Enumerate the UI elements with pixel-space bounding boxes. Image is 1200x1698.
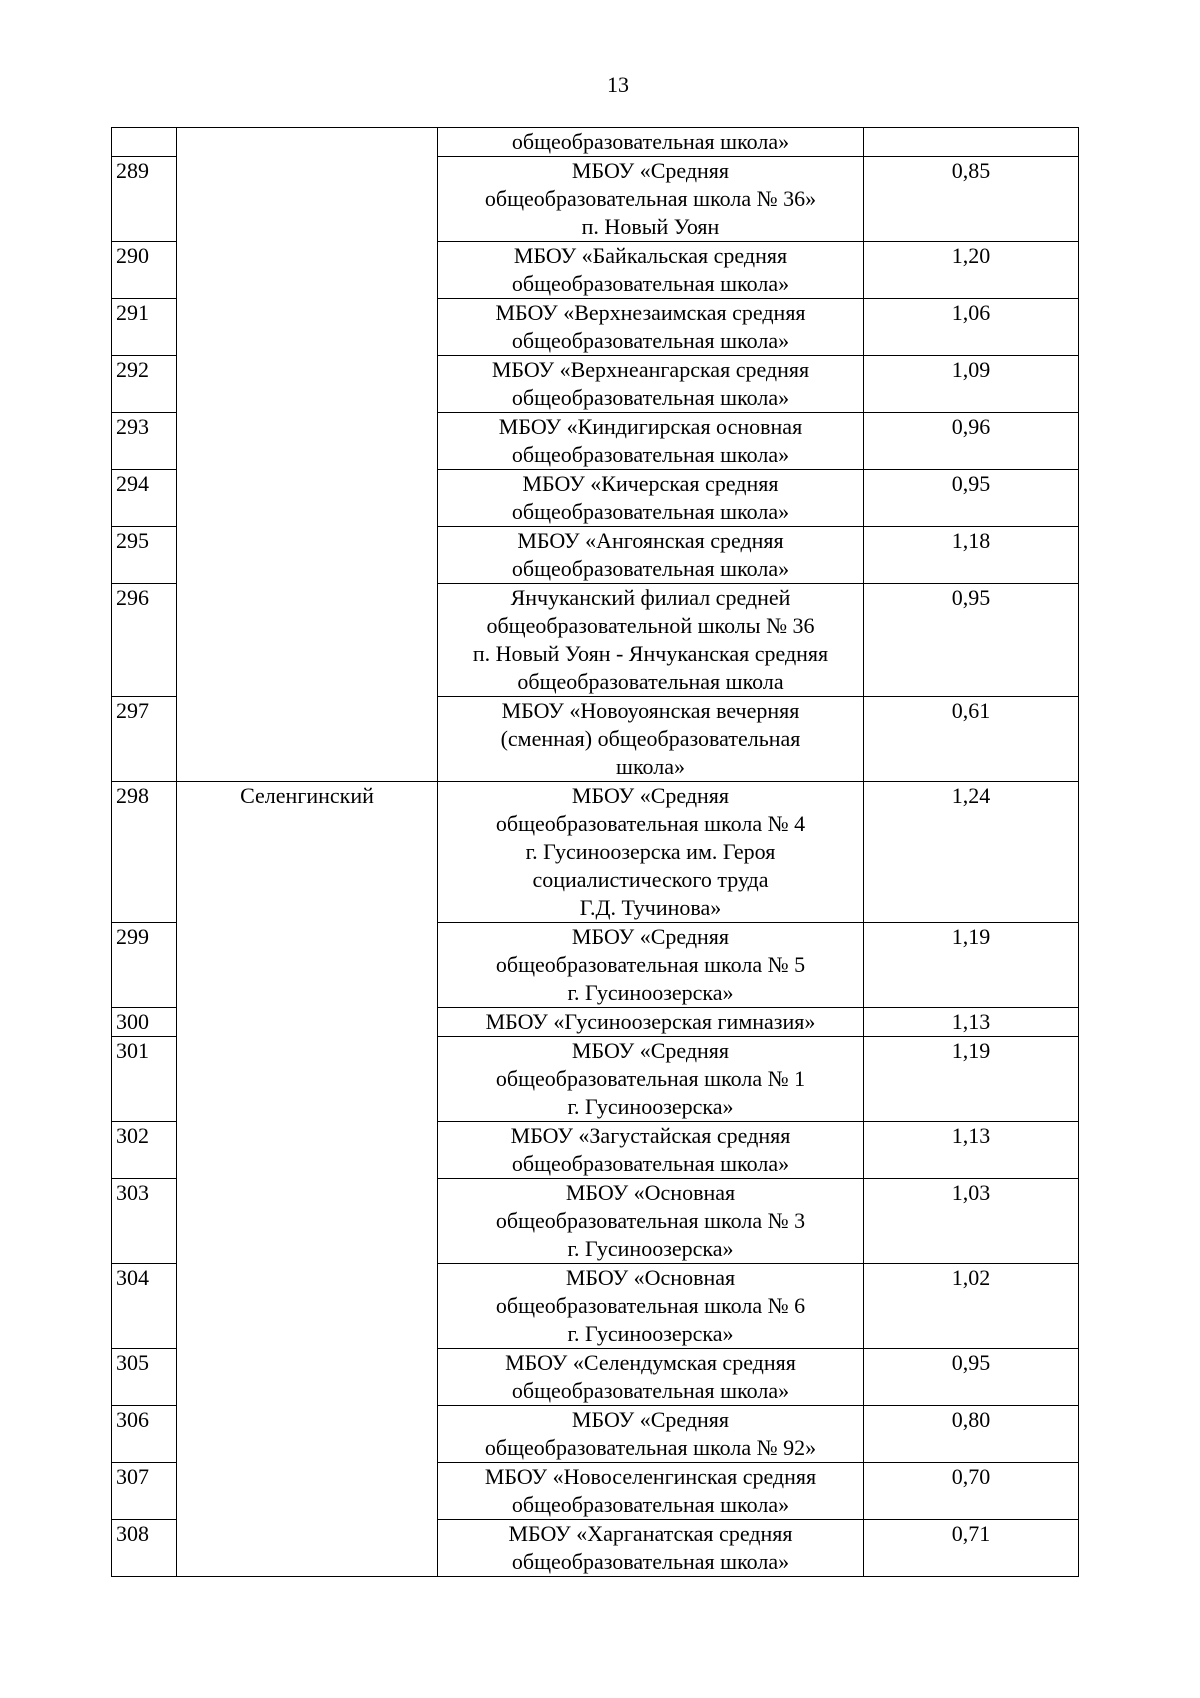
row-number: 291: [112, 299, 177, 356]
school-name: МБОУ «Кичерская средняя общеобразовательная школа»: [511, 471, 790, 524]
school-name: МБОУ «Средняя общеобразовательная школа № 5 г. Гусиноозерска»: [495, 924, 806, 1005]
row-number: 302: [112, 1122, 177, 1179]
row-number: 306: [112, 1406, 177, 1463]
table-row: [112, 782, 1079, 923]
school-name: МБОУ «Гусиноозерская гимназия»: [485, 1009, 816, 1034]
coefficient: 1,20: [864, 242, 1079, 299]
school-name: МБОУ «Байкальская средняя общеобразовательная школа»: [511, 243, 790, 296]
row-number-cell: [112, 128, 177, 157]
school-name-cell: [438, 782, 864, 923]
school-name: МБОУ «Верхнеангарская средняя общеобразовательная школа»: [491, 357, 810, 410]
school-name-cell: [438, 527, 864, 584]
row-number: 294: [112, 470, 177, 527]
school-name-cell: [438, 1406, 864, 1463]
school-name: МБОУ «Новоселенгинская средняя общеобразовательная школа»: [484, 1464, 817, 1517]
school-name: МБОУ «Средняя общеобразовательная школа № 4 г. Гусиноозерска им. Героя социалистического труда Г.Д. Тучинова»: [495, 783, 806, 920]
school-name: МБОУ «Средняя общеобразовательная школа № 92»: [484, 1407, 817, 1460]
coefficient: 0,61: [864, 697, 1079, 782]
school-name-cell: [438, 1122, 864, 1179]
school-name-cell: [438, 697, 864, 782]
school-name: МБОУ «Основная общеобразовательная школа № 6 г. Гусиноозерска»: [495, 1265, 806, 1346]
table-row-carryover: [112, 128, 1079, 157]
row-number: 290: [112, 242, 177, 299]
school-name-cell: [438, 157, 864, 242]
school-name-cell: [438, 1037, 864, 1122]
page-number: 13: [607, 72, 629, 97]
coefficient: 1,19: [864, 1037, 1079, 1122]
row-number: 292: [112, 356, 177, 413]
row-number: 300: [112, 1008, 177, 1037]
coefficient: 1,02: [864, 1264, 1079, 1349]
school-name: МБОУ «Новоуоянская вечерняя (сменная) общеобразовательная школа»: [500, 698, 801, 779]
coefficient: 0,85: [864, 157, 1079, 242]
coefficient-cell: [864, 128, 1079, 157]
coefficient: 1,03: [864, 1179, 1079, 1264]
coefficient: 1,13: [864, 1122, 1079, 1179]
school-name-cell: [438, 470, 864, 527]
row-number: 301: [112, 1037, 177, 1122]
coefficient: 1,24: [864, 782, 1079, 923]
school-name-cell: [438, 923, 864, 1008]
school-name: общеобразовательная школа»: [511, 129, 790, 154]
school-name-cell: [438, 1463, 864, 1520]
coefficient: 1,09: [864, 356, 1079, 413]
school-name-cell: [438, 1008, 864, 1037]
school-name: МБОУ «Средняя общеобразовательная школа № 36» п. Новый Уоян: [484, 158, 817, 239]
coefficient: 1,18: [864, 527, 1079, 584]
school-name: МБОУ «Верхнезаимская средняя общеобразовательная школа»: [495, 300, 806, 353]
row-number: 299: [112, 923, 177, 1008]
school-name: МБОУ «Загустайская средняя общеобразовательная школа»: [510, 1123, 791, 1176]
school-name: МБОУ «Харганатская средняя общеобразовательная школа»: [508, 1521, 793, 1574]
coefficient: 1,13: [864, 1008, 1079, 1037]
row-number: 303: [112, 1179, 177, 1264]
school-name-cell: [438, 1179, 864, 1264]
row-number: 295: [112, 527, 177, 584]
district-cell-group-1: [177, 128, 438, 782]
coefficient: 0,95: [864, 584, 1079, 697]
school-name: МБОУ «Основная общеобразовательная школа № 3 г. Гусиноозерска»: [495, 1180, 806, 1261]
coefficient: 1,19: [864, 923, 1079, 1008]
coefficient: 0,95: [864, 1349, 1079, 1406]
row-number: 297: [112, 697, 177, 782]
school-name-cell: [438, 1349, 864, 1406]
row-number: 307: [112, 1463, 177, 1520]
row-number: 296: [112, 584, 177, 697]
coefficient: 0,80: [864, 1406, 1079, 1463]
school-name-cell: [438, 1520, 864, 1577]
school-name-cell: [438, 299, 864, 356]
district-name: Селенгинский: [177, 782, 438, 1577]
school-name-cell: [438, 584, 864, 697]
school-name-cell: [438, 242, 864, 299]
row-number: 304: [112, 1264, 177, 1349]
table-body: [112, 128, 1079, 1577]
schools-table: [111, 127, 1079, 1577]
school-name: МБОУ «Киндигирская основная общеобразовательная школа»: [498, 414, 803, 467]
row-number: 308: [112, 1520, 177, 1577]
school-name-cell: [438, 356, 864, 413]
coefficient: 0,70: [864, 1463, 1079, 1520]
school-name-cell: [438, 128, 864, 157]
school-name-cell: [438, 1264, 864, 1349]
coefficient: 0,96: [864, 413, 1079, 470]
school-name: МБОУ «Селендумская средняя общеобразовательная школа»: [505, 1350, 796, 1403]
row-number: 289: [112, 157, 177, 242]
coefficient: 1,06: [864, 299, 1079, 356]
school-name-cell: [438, 413, 864, 470]
row-number: 293: [112, 413, 177, 470]
coefficient: 0,71: [864, 1520, 1079, 1577]
row-number: 298: [112, 782, 177, 923]
school-name: МБОУ «Ангоянская средняя общеобразовательная школа»: [511, 528, 790, 581]
school-name: МБОУ «Средняя общеобразовательная школа № 1 г. Гусиноозерска»: [495, 1038, 806, 1119]
school-name: Янчуканский филиал средней общеобразовательной школы № 36 п. Новый Уоян - Янчуканская средняя общеобразовательная школа: [472, 585, 829, 694]
coefficient: 0,95: [864, 470, 1079, 527]
row-number: 305: [112, 1349, 177, 1406]
